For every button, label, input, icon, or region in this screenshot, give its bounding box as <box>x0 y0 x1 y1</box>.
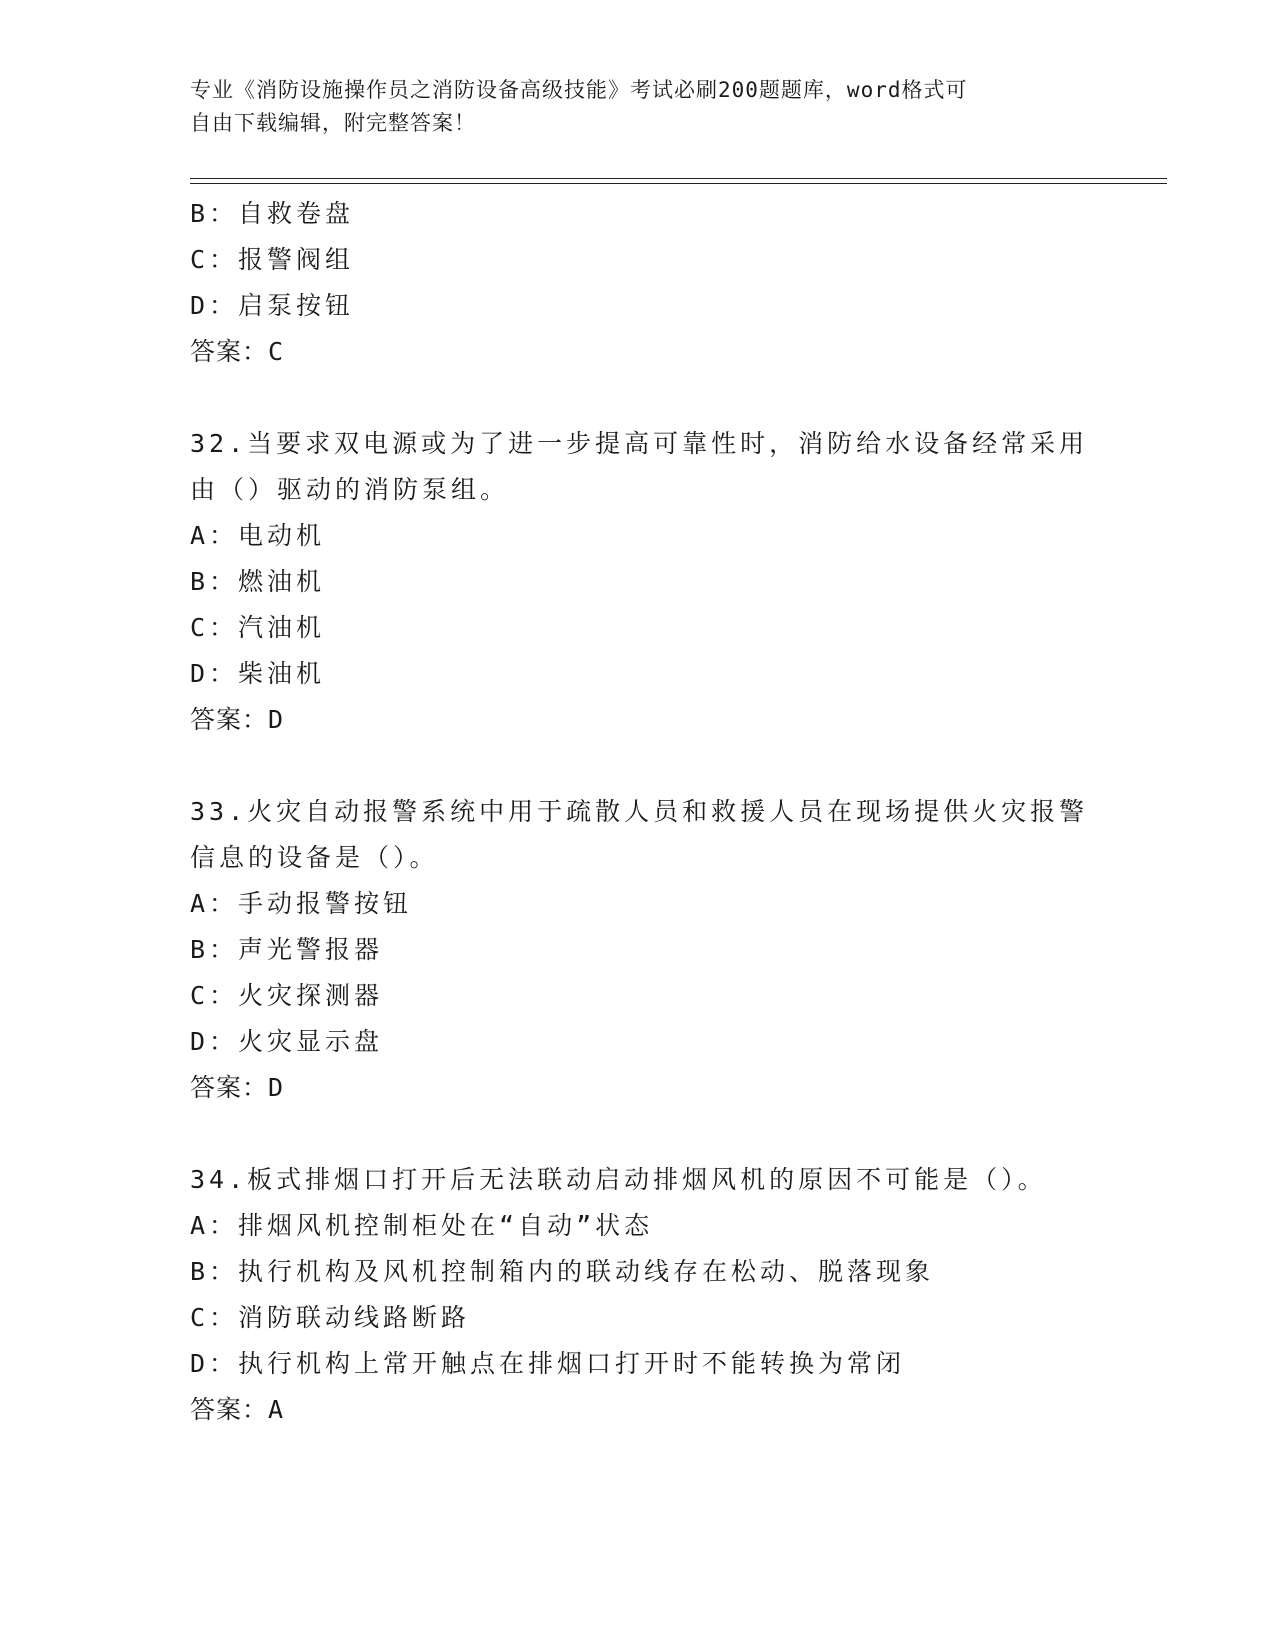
answer-label: 答案： <box>190 337 269 366</box>
question-list <box>190 191 1150 1433</box>
answer-value: A <box>268 1395 285 1424</box>
option-c: C：火灾探测器 <box>190 981 384 1010</box>
option-a: A：手动报警按钮 <box>190 889 413 918</box>
question-stem-line-2: 由（）驱动的消防泵组。 <box>190 475 510 504</box>
question-34 <box>190 1157 1150 1433</box>
option-d: D：火灾显示盘 <box>190 1027 384 1056</box>
answer <box>190 329 1150 375</box>
question-stem-line-2: 信息的设备是（）。 <box>190 843 439 872</box>
question-spacer <box>190 1111 1150 1157</box>
answer <box>190 697 1150 743</box>
option-c: C：汽油机 <box>190 613 326 642</box>
answer-label: 答案： <box>190 705 269 734</box>
answer-value: D <box>268 1073 285 1102</box>
question-stem-line-1: 34.板式排烟口打开后无法联动启动排烟风机的原因不可能是（）。 <box>190 1165 1047 1194</box>
option-c: C：报警阀组 <box>190 245 355 274</box>
option-a: A：排烟风机控制柜处在“自动”状态 <box>190 1211 654 1240</box>
option-b: B：自救卷盘 <box>190 199 355 228</box>
option-d: D：执行机构上常开触点在排烟口打开时不能转换为常闭 <box>190 1349 906 1378</box>
option-c: C：消防联动线路断路 <box>190 1303 471 1332</box>
question-spacer <box>190 375 1150 421</box>
option-b: B：执行机构及风机控制箱内的联动线存在松动、脱落现象 <box>190 1257 935 1286</box>
question-stem-line-1: 32.当要求双电源或为了进一步提高可靠性时，消防给水设备经常采用 <box>190 429 1089 458</box>
option-d: D：启泵按钮 <box>190 291 355 320</box>
option-b: B：燃油机 <box>190 567 326 596</box>
option-b: B：声光警报器 <box>190 935 384 964</box>
answer-value: D <box>268 705 285 734</box>
option-d: D：柴油机 <box>190 659 326 688</box>
header-line-2: 自由下载编辑，附完整答案！ <box>190 111 476 135</box>
answer <box>190 1065 1150 1111</box>
question-33 <box>190 789 1150 1111</box>
question-stem-line-1: 33.火灾自动报警系统中用于疏散人员和救援人员在现场提供火灾报警 <box>190 797 1089 826</box>
answer-label: 答案： <box>190 1073 269 1102</box>
header-rule-top <box>190 178 1167 179</box>
question-32 <box>190 421 1150 743</box>
document-header <box>190 74 1090 140</box>
header-line-1: 专业《消防设施操作员之消防设备高级技能》考试必刷200题题库，word格式可 <box>190 78 968 102</box>
answer-value: C <box>268 337 285 366</box>
option-a: A：电动机 <box>190 521 326 550</box>
header-rule-bottom <box>190 183 1167 184</box>
question-spacer <box>190 743 1150 789</box>
question-31-continuation <box>190 191 1150 375</box>
answer-label: 答案： <box>190 1395 269 1424</box>
answer <box>190 1387 1150 1433</box>
